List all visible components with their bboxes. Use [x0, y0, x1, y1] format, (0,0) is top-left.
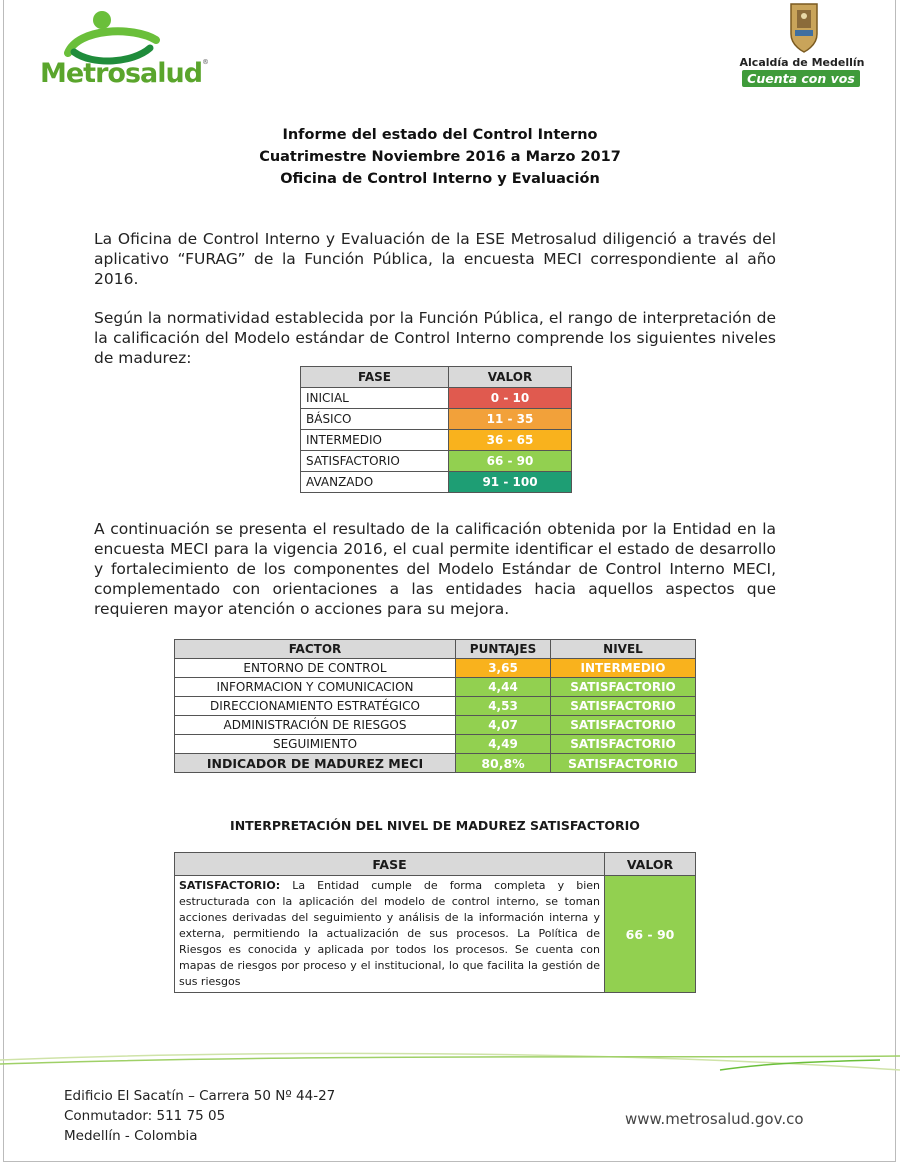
nivel-cell: INTERMEDIO	[551, 659, 696, 678]
factor-cell: ENTORNO DE CONTROL	[175, 659, 456, 678]
table-row	[301, 409, 572, 430]
interpretation-table	[174, 852, 696, 993]
fase-cell: AVANZADO	[301, 472, 449, 493]
column-header-puntajes: PUNTAJES	[456, 640, 551, 659]
maturity-scale-table	[300, 366, 572, 493]
report-title: Informe del estado del Control Interno	[282, 127, 598, 143]
fase-cell: INICIAL	[301, 388, 449, 409]
factor-cell: DIRECCIONAMIENTO ESTRATÉGICO	[175, 697, 456, 716]
puntaje-cell: 4,53	[456, 697, 551, 716]
table-row	[175, 716, 696, 735]
valor-cell: 36 - 65	[449, 430, 572, 451]
total-label: INDICADOR DE MADUREZ MECI	[175, 754, 456, 773]
city-line: Medellín - Colombia	[64, 1128, 198, 1144]
puntaje-cell: 4,44	[456, 678, 551, 697]
table-row	[175, 735, 696, 754]
column-header-valor: VALOR	[605, 853, 696, 876]
column-header-fase: FASE	[175, 853, 605, 876]
total-puntaje: 80,8%	[456, 754, 551, 773]
interpretation-description	[175, 876, 605, 993]
nivel-cell: SATISFACTORIO	[551, 678, 696, 697]
scale-paragraph: Según la normatividad establecida por la Función Pública, el rango de interpretación de la calificación del Modelo estándar de Control Interno comprende los siguientes niveles de madurez:	[94, 309, 776, 367]
interpretation-text: La Entidad cumple de forma completa y bien estructurada con la aplicación del modelo de control interno, se toman acciones derivadas del seguimiento y análisis de la información interna y externa, permitiendo la actualización de sus procesos. La Política de Riesgos es conocida y aplicada por todos los procesos. Se cuenta con mapas de riesgos por proceso y el institucional, lo que facilita la gestión de sus riesgos	[179, 879, 600, 988]
table-row	[175, 697, 696, 716]
total-nivel: SATISFACTORIO	[551, 754, 696, 773]
table-row	[301, 388, 572, 409]
phone-line: Conmutador: 511 75 05	[64, 1108, 226, 1124]
interpretation-title: INTERPRETACIÓN DEL NIVEL DE MADUREZ SATISFACTORIO	[230, 818, 640, 833]
puntaje-cell: 4,07	[456, 716, 551, 735]
fase-cell: BÁSICO	[301, 409, 449, 430]
valor-cell: 0 - 10	[449, 388, 572, 409]
puntaje-cell: 4,49	[456, 735, 551, 754]
footer-website[interactable]: www.metrosalud.gov.co	[625, 1110, 804, 1128]
table-row	[175, 678, 696, 697]
column-header-factor: FACTOR	[175, 640, 456, 659]
factor-cell: SEGUIMIENTO	[175, 735, 456, 754]
table-row	[301, 472, 572, 493]
table-row	[175, 659, 696, 678]
factor-cell: INFORMACION Y COMUNICACION	[175, 678, 456, 697]
column-header-nivel: NIVEL	[551, 640, 696, 659]
valor-cell: 66 - 90	[449, 451, 572, 472]
footer-address	[64, 1086, 335, 1146]
table-row	[301, 451, 572, 472]
alcaldia-slogan: Cuenta con vos	[742, 70, 860, 87]
report-office: Oficina de Control Interno y Evaluación	[280, 171, 600, 187]
nivel-cell: SATISFACTORIO	[551, 697, 696, 716]
factor-cell: ADMINISTRACIÓN DE RIESGOS	[175, 716, 456, 735]
factor-results-table	[174, 639, 696, 773]
nivel-cell: SATISFACTORIO	[551, 716, 696, 735]
report-period: Cuatrimestre Noviembre 2016 a Marzo 2017	[259, 149, 621, 165]
fase-cell: INTERMEDIO	[301, 430, 449, 451]
column-header-valor: VALOR	[449, 367, 572, 388]
intro-paragraph: La Oficina de Control Interno y Evaluación de la ESE Metrosalud diligenció a través del aplicativo “FURAG” de la Función Pública, la encuesta MECI correspondiente al año 2016.	[94, 230, 776, 288]
column-header-fase: FASE	[301, 367, 449, 388]
metrosalud-logo-text: Metrosalud®	[40, 58, 209, 89]
results-paragraph: A continuación se presenta el resultado de la calificación obtenida por la Entidad en la encuesta MECI para la vigencia 2016, el cual permite identificar el estado de desarrollo y fortalecimiento de los componentes del Modelo Estándar de Control Interno MECI, complementado con orientaciones a las entidades hacia aquellos aspectos que requieren mayor atención o acciones para su mejora.	[94, 520, 776, 618]
table-row	[175, 876, 696, 993]
interpretation-term: SATISFACTORIO:	[179, 879, 281, 892]
alcaldia-name: Alcaldía de Medellín	[739, 56, 865, 69]
address-line: Edificio El Sacatín – Carrera 50 Nº 44-27	[64, 1088, 336, 1104]
total-row	[175, 754, 696, 773]
valor-cell: 11 - 35	[449, 409, 572, 430]
nivel-cell: SATISFACTORIO	[551, 735, 696, 754]
table-row	[301, 430, 572, 451]
puntaje-cell: 3,65	[456, 659, 551, 678]
interpretation-value: 66 - 90	[605, 876, 696, 993]
fase-cell: SATISFACTORIO	[301, 451, 449, 472]
valor-cell: 91 - 100	[449, 472, 572, 493]
